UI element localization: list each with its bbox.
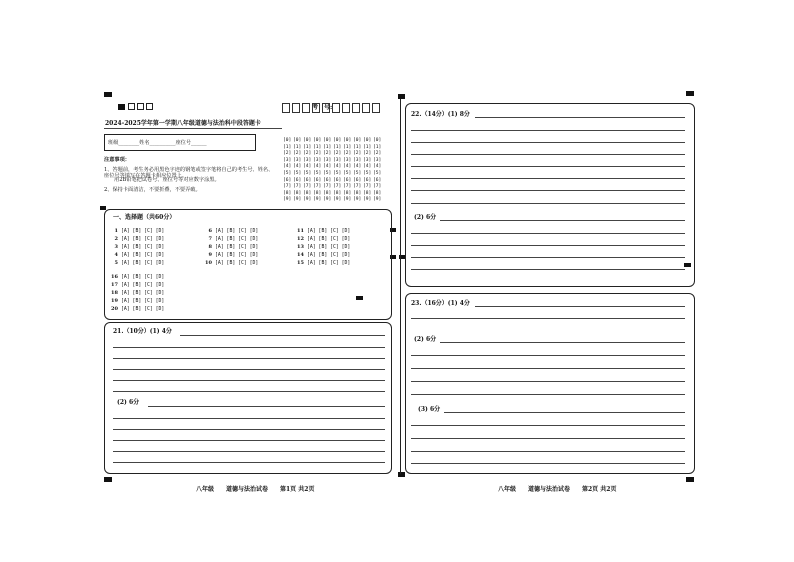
- bubble[interactable]: [1]: [373, 144, 382, 150]
- bubble[interactable]: [8]: [343, 190, 352, 196]
- bubble[interactable]: [5]: [363, 170, 372, 176]
- bubble[interactable]: [1]: [283, 144, 292, 150]
- answer-line[interactable]: [113, 391, 385, 392]
- answer-line[interactable]: [113, 451, 385, 452]
- q-number: 6: [208, 228, 212, 234]
- bubble[interactable]: [7]: [323, 184, 332, 190]
- q-number: 18: [111, 290, 118, 296]
- id-cell[interactable]: [292, 103, 300, 113]
- bubble[interactable]: [4]: [333, 164, 342, 170]
- answer-line[interactable]: [411, 245, 685, 246]
- bubble[interactable]: [8]: [303, 190, 312, 196]
- bubble[interactable]: [9]: [313, 197, 322, 203]
- bubble[interactable]: [9]: [373, 197, 382, 203]
- q-number: 1: [114, 228, 118, 234]
- bubble[interactable]: [0]: [303, 138, 312, 143]
- bubble[interactable]: [2]: [283, 151, 292, 157]
- choice-section-title: 一、选择题（共60分）: [113, 214, 176, 221]
- choice-q17[interactable]: [106, 282, 164, 289]
- bubble[interactable]: [6]: [333, 177, 342, 183]
- q-number: 3: [114, 244, 118, 250]
- bubble[interactable]: [8]: [353, 190, 362, 196]
- answer-line[interactable]: [411, 142, 685, 143]
- bubble[interactable]: [3]: [303, 157, 312, 163]
- choice-q13[interactable]: [292, 244, 350, 251]
- bubble[interactable]: [6]: [343, 177, 352, 183]
- q-options[interactable]: [A] [B] [C] [D]: [121, 291, 165, 296]
- choice-q16[interactable]: [106, 274, 164, 281]
- footer-left: 八年级 道德与法治试卷 第1页 共2页: [196, 486, 315, 493]
- choice-q12[interactable]: [292, 236, 350, 243]
- bubble[interactable]: [7]: [353, 184, 362, 190]
- notes-item-2: 用2B铅笔把试卷号、座位号等对应数字涂黑。: [114, 177, 220, 183]
- bubble[interactable]: [4]: [323, 164, 332, 170]
- q-options[interactable]: [A] [B] [C] [D]: [121, 261, 165, 266]
- choice-q4[interactable]: [106, 252, 164, 259]
- bubble[interactable]: [2]: [363, 151, 372, 157]
- bubble[interactable]: [9]: [283, 197, 292, 203]
- choice-q8[interactable]: [200, 244, 258, 251]
- q-options[interactable]: [A] [B] [C] [D]: [121, 307, 165, 312]
- bubble[interactable]: [9]: [323, 197, 332, 203]
- choice-q9[interactable]: [200, 252, 258, 259]
- q-number: 4: [114, 252, 118, 258]
- registration-mark-left-mid: [100, 206, 106, 210]
- bubble[interactable]: [4]: [373, 164, 382, 170]
- choice-q11[interactable]: [292, 228, 350, 235]
- header-square: [137, 103, 144, 110]
- answer-line[interactable]: [113, 380, 385, 381]
- bubble[interactable]: [7]: [363, 184, 372, 190]
- choice-q10[interactable]: [200, 260, 258, 267]
- bubble[interactable]: [4]: [293, 164, 302, 170]
- bubble[interactable]: [3]: [343, 157, 352, 163]
- bubble[interactable]: [5]: [353, 170, 362, 176]
- bubble[interactable]: [3]: [363, 157, 372, 163]
- bubble[interactable]: [8]: [283, 190, 292, 196]
- bubble[interactable]: [6]: [303, 177, 312, 183]
- bubble[interactable]: [4]: [313, 164, 322, 170]
- id-cell[interactable]: [372, 103, 380, 113]
- q-options[interactable]: [A] [B] [C] [D]: [307, 245, 351, 250]
- id-cell[interactable]: [362, 103, 370, 113]
- answer-line[interactable]: [411, 355, 685, 356]
- id-cell[interactable]: [282, 103, 290, 113]
- choice-q7[interactable]: [200, 236, 258, 243]
- bubble[interactable]: [4]: [303, 164, 312, 170]
- bubble[interactable]: [6]: [323, 177, 332, 183]
- bubble[interactable]: [2]: [353, 151, 362, 157]
- bubble[interactable]: [3]: [353, 157, 362, 163]
- registration-mark-bottom-left: [104, 477, 112, 482]
- bubble[interactable]: [6]: [283, 177, 292, 183]
- bubble[interactable]: [3]: [333, 157, 342, 163]
- choice-q2[interactable]: [106, 236, 164, 243]
- notes-item-1-text: 1、答题前，考生务必用黑色字迹的钢笔或签字笔将自己的考生号、姓名、座位号等填写在答题卡相应位置上。: [104, 167, 274, 179]
- choice-q20[interactable]: [106, 306, 164, 313]
- bubble[interactable]: [0]: [353, 138, 362, 143]
- bubble[interactable]: [5]: [313, 170, 322, 176]
- bubble[interactable]: [3]: [313, 157, 322, 163]
- bubble[interactable]: [6]: [353, 177, 362, 183]
- bubble[interactable]: [3]: [373, 157, 382, 163]
- q-number: 13: [297, 244, 304, 250]
- bubble[interactable]: [2]: [303, 151, 312, 157]
- answer-line[interactable]: [411, 166, 685, 167]
- answer-line[interactable]: [411, 257, 685, 258]
- q-options[interactable]: [A] [B] [C] [D]: [215, 253, 259, 258]
- answer-line[interactable]: [411, 190, 685, 191]
- choice-q6[interactable]: [200, 228, 258, 235]
- bubble[interactable]: [2]: [343, 151, 352, 157]
- q-number: 8: [208, 244, 212, 250]
- q-number: 9: [208, 252, 212, 258]
- choice-q15[interactable]: [292, 260, 350, 267]
- bubble[interactable]: [8]: [313, 190, 322, 196]
- choice-q1[interactable]: [106, 228, 164, 235]
- q-options[interactable]: [A] [B] [C] [D]: [307, 229, 351, 234]
- q-number: 7: [208, 236, 212, 242]
- q-number: 15: [297, 260, 304, 266]
- header-filled-square: [118, 104, 125, 110]
- id-cell[interactable]: [352, 103, 360, 113]
- bubble[interactable]: [0]: [323, 138, 332, 143]
- bubble[interactable]: [0]: [293, 138, 302, 143]
- bubble[interactable]: [9]: [293, 197, 302, 203]
- choice-q18[interactable]: [106, 290, 164, 297]
- q-options[interactable]: [A] [B] [C] [D]: [307, 253, 351, 258]
- id-bubble-grid[interactable]: [283, 138, 383, 203]
- bubble[interactable]: [1]: [353, 144, 362, 150]
- question-22-label: 22.（14分）(1) 8分: [411, 111, 470, 118]
- bubble[interactable]: [1]: [343, 144, 352, 150]
- id-cell[interactable]: [312, 103, 320, 113]
- q-number: 5: [114, 260, 118, 266]
- answer-line[interactable]: [148, 406, 385, 407]
- answer-line[interactable]: [113, 369, 385, 370]
- q-number: 10: [205, 260, 212, 266]
- q-options[interactable]: [A] [B] [C] [D]: [121, 283, 165, 288]
- q-number: 19: [111, 298, 118, 304]
- bubble[interactable]: [5]: [333, 170, 342, 176]
- q-options[interactable]: [A] [B] [C] [D]: [121, 237, 165, 242]
- q-options[interactable]: [A] [B] [C] [D]: [121, 275, 165, 280]
- answer-line[interactable]: [113, 418, 385, 419]
- bubble[interactable]: [3]: [323, 157, 332, 163]
- answer-line[interactable]: [411, 425, 685, 426]
- bubble[interactable]: [2]: [293, 151, 302, 157]
- bubble[interactable]: [5]: [293, 170, 302, 176]
- q-number: 17: [111, 282, 118, 288]
- question-23-part3-label: (3) 6分: [418, 406, 441, 413]
- title-underline: [104, 128, 282, 129]
- bubble[interactable]: [5]: [303, 170, 312, 176]
- bubble[interactable]: [9]: [333, 197, 342, 203]
- answer-line[interactable]: [411, 154, 685, 155]
- answer-line[interactable]: [411, 368, 685, 369]
- header-square: [146, 103, 153, 110]
- q-number: 16: [111, 274, 118, 280]
- bubble[interactable]: [7]: [313, 184, 322, 190]
- answer-line[interactable]: [411, 233, 685, 234]
- bubble[interactable]: [1]: [323, 144, 332, 150]
- answer-line[interactable]: [411, 381, 685, 382]
- bubble[interactable]: [7]: [293, 184, 302, 190]
- q-options[interactable]: [A] [B] [C] [D]: [215, 261, 259, 266]
- answer-line[interactable]: [475, 306, 685, 307]
- q-options[interactable]: [A] [B] [C] [D]: [121, 253, 165, 258]
- bubble[interactable]: [9]: [303, 197, 312, 203]
- exam-number-label: 考 号:: [312, 104, 333, 111]
- bubble[interactable]: [3]: [293, 157, 302, 163]
- answer-line[interactable]: [411, 318, 685, 319]
- answer-line[interactable]: [411, 451, 685, 452]
- registration-mark-top-left: [104, 92, 112, 97]
- question-23-label: 23.（16分）(1) 4分: [411, 300, 470, 307]
- q-options[interactable]: [A] [B] [C] [D]: [121, 245, 165, 250]
- answer-line[interactable]: [411, 438, 685, 439]
- answer-line[interactable]: [113, 429, 385, 430]
- id-cell[interactable]: [322, 103, 330, 113]
- bubble[interactable]: [1]: [333, 144, 342, 150]
- q-options[interactable]: [A] [B] [C] [D]: [121, 229, 165, 234]
- bubble[interactable]: [7]: [343, 184, 352, 190]
- bubble[interactable]: [1]: [313, 144, 322, 150]
- bubble[interactable]: [5]: [343, 170, 352, 176]
- bubble[interactable]: [2]: [373, 151, 382, 157]
- answer-line[interactable]: [113, 358, 385, 359]
- answer-line[interactable]: [411, 203, 685, 204]
- bubble[interactable]: [0]: [343, 138, 352, 143]
- q-number: 2: [114, 236, 118, 242]
- q-number: 20: [111, 306, 118, 312]
- answer-line[interactable]: [411, 178, 685, 179]
- bubble[interactable]: [6]: [373, 177, 382, 183]
- answer-line[interactable]: [440, 342, 685, 343]
- bubble[interactable]: [5]: [373, 170, 382, 176]
- answer-line[interactable]: [113, 347, 385, 348]
- q-options[interactable]: [A] [B] [C] [D]: [307, 237, 351, 242]
- bubble[interactable]: [8]: [323, 190, 332, 196]
- bubble[interactable]: [8]: [363, 190, 372, 196]
- answer-line[interactable]: [440, 220, 685, 221]
- bubble[interactable]: [0]: [373, 138, 382, 143]
- q-options[interactable]: [A] [B] [C] [D]: [215, 245, 259, 250]
- bubble[interactable]: [7]: [303, 184, 312, 190]
- bubble[interactable]: [4]: [363, 164, 372, 170]
- answer-line[interactable]: [411, 269, 685, 270]
- bubble[interactable]: [4]: [283, 164, 292, 170]
- bubble[interactable]: [8]: [333, 190, 342, 196]
- registration-mark-top-right: [686, 91, 694, 96]
- answer-line[interactable]: [180, 335, 385, 336]
- question-23-part2-label: (2) 6分: [414, 336, 437, 343]
- choice-q14[interactable]: [292, 252, 350, 259]
- q-options[interactable]: [A] [B] [C] [D]: [215, 229, 259, 234]
- id-cell[interactable]: [342, 103, 350, 113]
- bubble[interactable]: [7]: [283, 184, 292, 190]
- registration-mark-bottom-right: [686, 477, 694, 482]
- answer-line[interactable]: [411, 130, 685, 131]
- answer-line[interactable]: [113, 440, 385, 441]
- choice-q19[interactable]: [106, 298, 164, 305]
- bubble[interactable]: [7]: [373, 184, 382, 190]
- bubble[interactable]: [0]: [283, 138, 292, 143]
- bubble[interactable]: [3]: [283, 157, 292, 163]
- question-21-part2-label: (2) 6分: [117, 399, 140, 406]
- bubble[interactable]: [4]: [343, 164, 352, 170]
- choice-q3[interactable]: [106, 244, 164, 251]
- student-info-fields[interactable]: 班级________姓名__________座位号______: [108, 140, 207, 146]
- id-cell[interactable]: [302, 103, 310, 113]
- page-title: 2024-2025学年第一学期八年级道德与法治科中段答题卡: [105, 120, 261, 127]
- bubble[interactable]: [2]: [313, 151, 322, 157]
- bubble[interactable]: [8]: [293, 190, 302, 196]
- bubble[interactable]: [9]: [353, 197, 362, 203]
- bubble[interactable]: [6]: [293, 177, 302, 183]
- notes-heading: 注意事项：: [104, 157, 130, 163]
- id-cell[interactable]: [332, 103, 340, 113]
- bubble[interactable]: [5]: [283, 170, 292, 176]
- q-number: 14: [297, 252, 304, 258]
- bubble[interactable]: [2]: [333, 151, 342, 157]
- bubble[interactable]: [0]: [333, 138, 342, 143]
- footer-right: 八年级 道德与法治试卷 第2页 共2页: [498, 486, 617, 493]
- choice-q5[interactable]: [106, 260, 164, 267]
- notes-item-3: 2、保持卡面清洁，不要折叠，不要弄破。: [104, 187, 201, 193]
- q-options[interactable]: [A] [B] [C] [D]: [121, 299, 165, 304]
- question-23-box: [405, 293, 695, 474]
- q-number: 12: [297, 236, 304, 242]
- bubble[interactable]: [8]: [373, 190, 382, 196]
- bubble[interactable]: [2]: [323, 151, 332, 157]
- bubble[interactable]: [1]: [363, 144, 372, 150]
- header-square: [128, 103, 135, 110]
- bubble[interactable]: [7]: [333, 184, 342, 190]
- q-number: 11: [297, 228, 304, 234]
- bubble[interactable]: [0]: [313, 138, 322, 143]
- question-22-part2-label: (2) 6分: [414, 214, 437, 221]
- bubble[interactable]: [4]: [353, 164, 362, 170]
- bubble[interactable]: [0]: [363, 138, 372, 143]
- question-21-label: 21.（10分）(1) 4分: [113, 328, 172, 335]
- answer-line[interactable]: [411, 463, 685, 464]
- page-divider: [400, 99, 401, 474]
- bubble[interactable]: [9]: [363, 197, 372, 203]
- bubble[interactable]: [1]: [303, 144, 312, 150]
- q-options[interactable]: [A] [B] [C] [D]: [215, 237, 259, 242]
- bubble[interactable]: [9]: [343, 197, 352, 203]
- q-options[interactable]: [A] [B] [C] [D]: [307, 261, 351, 266]
- answer-line[interactable]: [444, 412, 685, 413]
- answer-line[interactable]: [475, 117, 685, 118]
- bubble[interactable]: [1]: [293, 144, 302, 150]
- bubble[interactable]: [6]: [363, 177, 372, 183]
- answer-line[interactable]: [411, 394, 685, 395]
- bubble[interactable]: [5]: [323, 170, 332, 176]
- bubble[interactable]: [6]: [313, 177, 322, 183]
- answer-line[interactable]: [113, 462, 385, 463]
